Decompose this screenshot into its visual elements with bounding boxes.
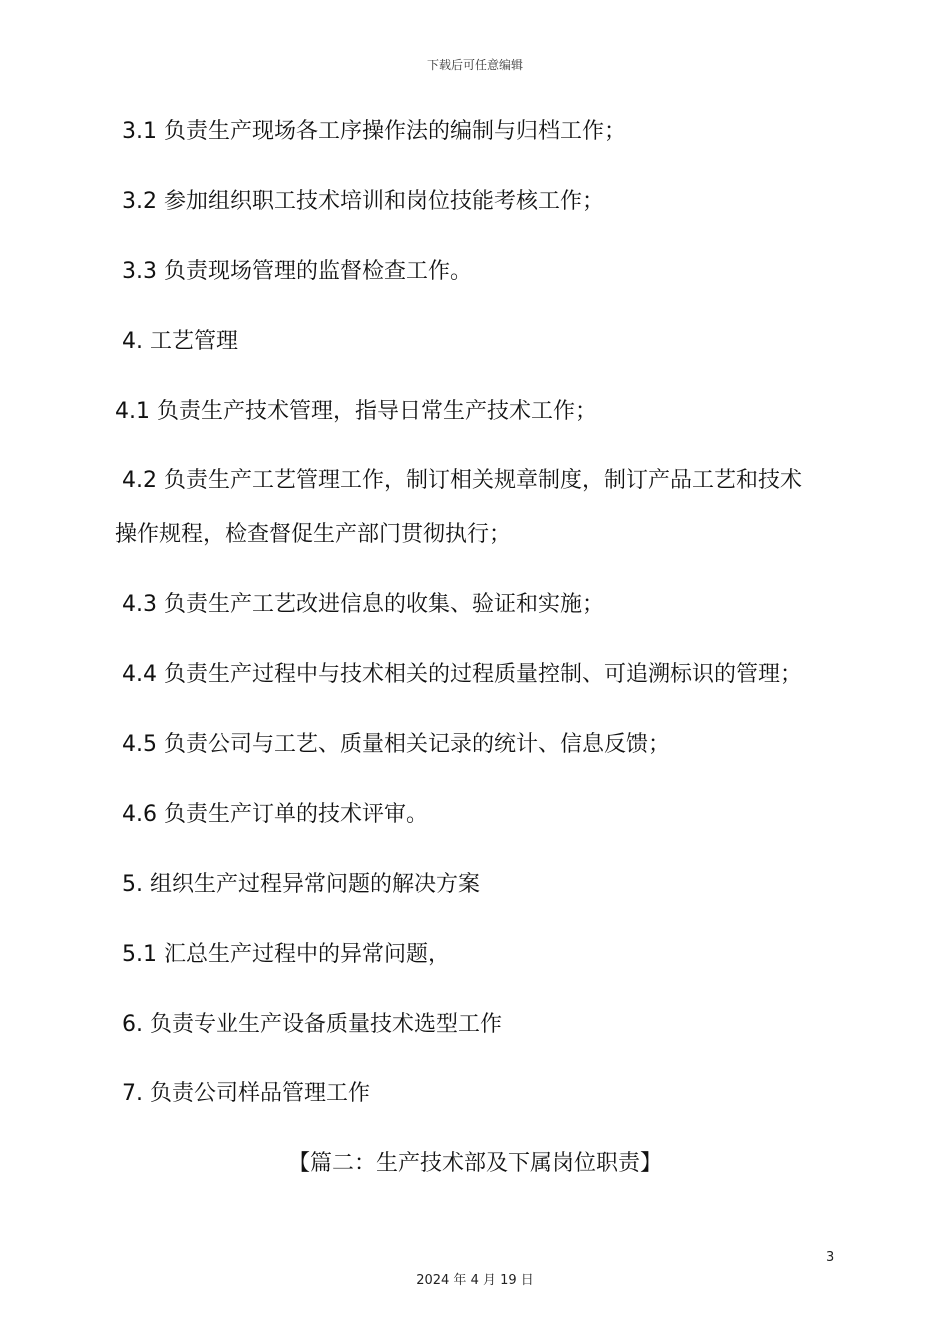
paragraph-line: 4.3 负责生产工艺改进信息的收集、验证和实施； bbox=[122, 592, 604, 617]
paragraph-line: 7. 负责公司样品管理工作 bbox=[122, 1081, 370, 1106]
footer-date: 2024 年 4 月 19 日 bbox=[416, 1273, 534, 1288]
paragraph-line: 3.2 参加组织职工技术培训和岗位技能考核工作； bbox=[122, 189, 604, 214]
paragraph-line: 4.4 负责生产过程中与技术相关的过程质量控制、可追溯标识的管理； bbox=[122, 662, 802, 687]
paragraph-line: 3.1 负责生产现场各工序操作法的编制与归档工作； bbox=[122, 119, 626, 144]
paragraph-line: 4.1 负责生产技术管理，指导日常生产技术工作； bbox=[115, 399, 597, 424]
paragraph-line: 3.3 负责现场管理的监督检查工作。 bbox=[122, 259, 472, 284]
header-note: 下载后可任意编辑 bbox=[426, 58, 523, 72]
paragraph-line: 6. 负责专业生产设备质量技术选型工作 bbox=[122, 1012, 502, 1037]
paragraph-line: 4.6 负责生产订单的技术评审。 bbox=[122, 802, 428, 827]
page-number: 3 bbox=[826, 1250, 835, 1265]
paragraph-line: 操作规程，检查督促生产部门贯彻执行； bbox=[115, 522, 512, 547]
paragraph-line: 4.5 负责公司与工艺、质量相关记录的统计、信息反馈； bbox=[122, 732, 670, 757]
paragraph-line: 5. 组织生产过程异常问题的解决方案 bbox=[122, 872, 480, 897]
paragraph-line: 4.2 负责生产工艺管理工作，制订相关规章制度，制订产品工艺和技术 bbox=[122, 468, 802, 493]
section-title: 【篇二：生产技术部及下属岗位职责】 bbox=[287, 1151, 662, 1176]
paragraph-line: 4. 工艺管理 bbox=[122, 329, 238, 354]
paragraph-line: 5.1 汇总生产过程中的异常问题， bbox=[122, 942, 450, 967]
